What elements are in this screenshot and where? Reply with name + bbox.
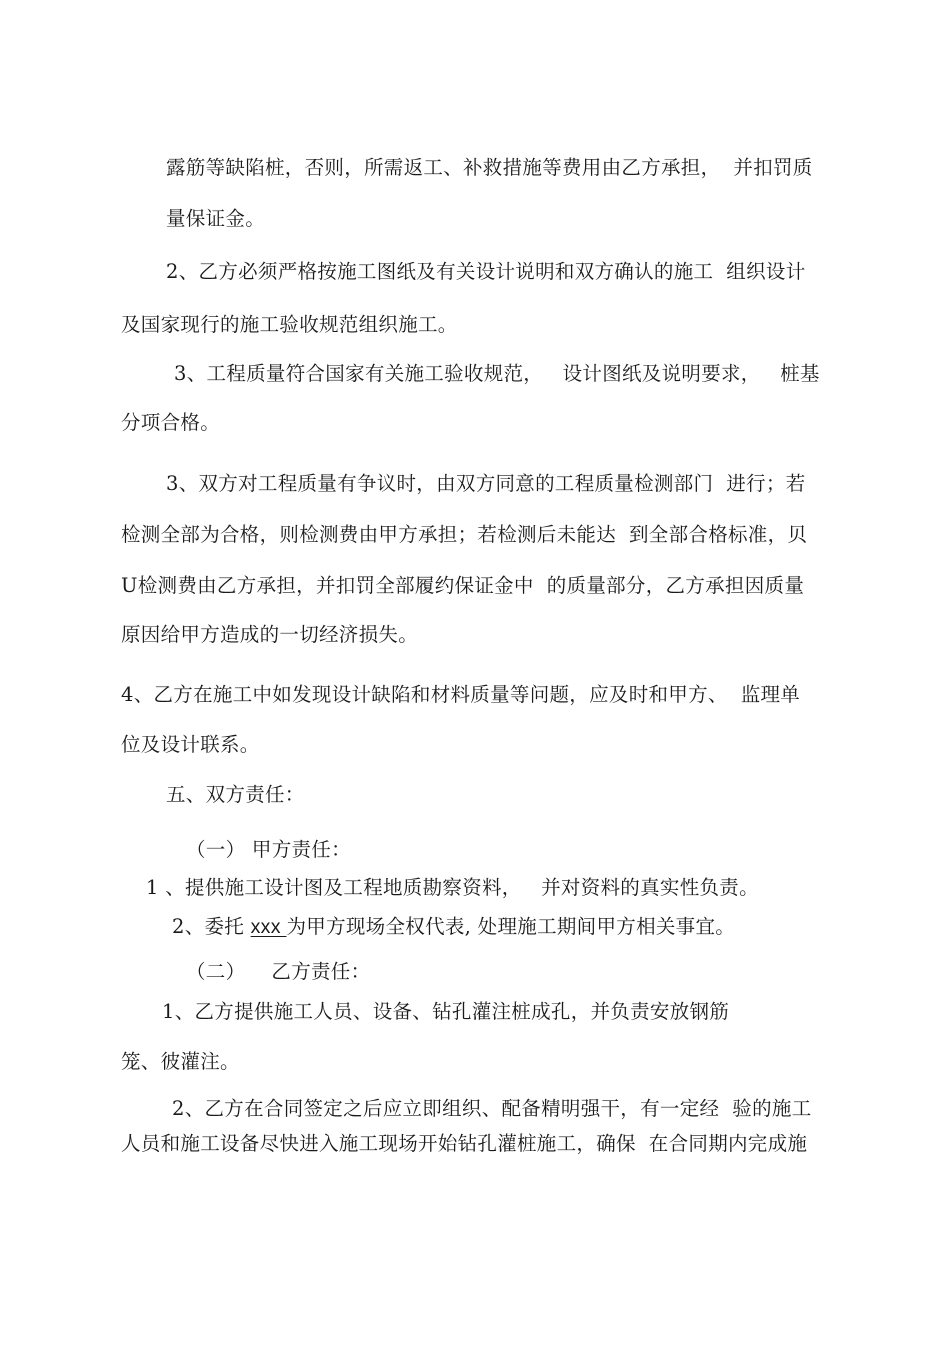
text-line: 分项合格。 [121, 411, 221, 434]
text-line: 3、双方对工程质量有争议时，由双方同意的工程质量检测部门 进行；若 [166, 472, 806, 495]
text-line: 原因给甲方造成的一切经济损失。 [121, 623, 419, 646]
text-line: 3、工程质量符合国家有关施工验收规范， 设计图纸及说明要求， 桩基 [174, 362, 820, 385]
text-line: 及国家现行的施工验收规范组织施工。 [121, 313, 458, 336]
text-line: 人员和施工设备尽快进入施工现场开始钻孔灌桩施工，确保 在合同期内完成施 [121, 1132, 808, 1155]
text-line: 笼、彼灌注。 [121, 1050, 240, 1073]
text-segment: 2、委托 [172, 915, 251, 938]
text-line: U检测费由乙方承担，并扣罚全部履约保证金中 的质量部分，乙方承担因质量 [121, 574, 805, 597]
representative-name: xxx [250, 916, 287, 938]
subsection-heading: （二） 乙方责任： [186, 960, 371, 983]
text-line [172, 915, 735, 939]
text-line: 2、乙方在合同签定之后应立即组织、配备精明强干，有一定经 验的施工 [172, 1097, 812, 1120]
text-line: 4、乙方在施工中如发现设计缺陷和材料质量等问题，应及时和甲方、 监理单 [121, 683, 801, 706]
text-line: 1、乙方提供施工人员、设备、钻孔灌注桩成孔，并负责安放钢筋 [162, 1000, 730, 1023]
subsection-heading: （一） 甲方责任： [186, 838, 351, 861]
text-line: 1 、提供施工设计图及工程地质勘察资料， 并对资料的真实性负责。 [146, 876, 759, 899]
text-line: 2、乙方必须严格按施工图纸及有关设计说明和双方确认的施工 组织设计 [166, 260, 806, 283]
text-line: 量保证金。 [166, 207, 266, 230]
text-line: 检测全部为合格，则检测费由甲方承担；若检测后未能达 到全部合格标准，贝 [121, 523, 808, 546]
text-line: 位及设计联系。 [121, 733, 260, 756]
text-segment: 为甲方现场全权代表, 处理施工期间甲方相关事宜。 [286, 915, 736, 938]
section-heading: 五、双方责任： [166, 783, 305, 806]
text-line: 露筋等缺陷桩，否则，所需返工、补救措施等费用由乙方承担， 并扣罚质 [166, 156, 813, 179]
